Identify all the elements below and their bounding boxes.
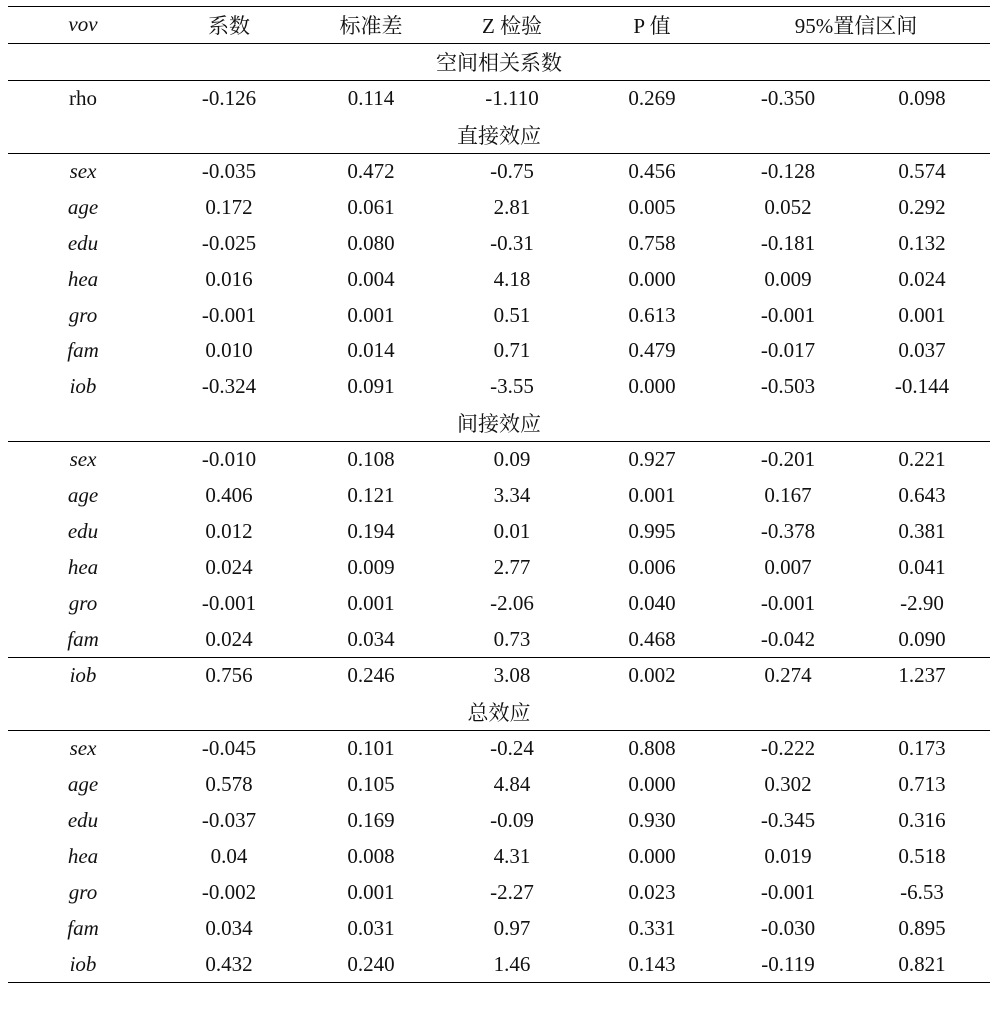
table-row bbox=[8, 478, 990, 514]
cell-lo: 0.007 bbox=[764, 554, 812, 579]
cell-lo: -0.017 bbox=[760, 338, 816, 363]
cell-hi: 1.237 bbox=[854, 658, 990, 694]
cell-hi: 0.574 bbox=[898, 159, 946, 183]
cell-lo: -0.181 bbox=[760, 230, 816, 255]
table-row bbox=[8, 261, 990, 297]
cell-lo: -0.128 bbox=[760, 159, 816, 183]
cell-se: 0.246 bbox=[300, 658, 442, 694]
cell-z: -0.31 bbox=[490, 230, 534, 255]
table-row bbox=[8, 946, 990, 982]
cell-hi: -0.144 bbox=[894, 374, 950, 399]
cell-var: hea bbox=[67, 554, 99, 579]
cell-se: 0.472 bbox=[347, 159, 395, 183]
cell-z: 0.97 bbox=[493, 915, 531, 940]
cell-z: 0.51 bbox=[493, 302, 531, 327]
cell-se: 0.009 bbox=[347, 554, 395, 579]
cell-var: gro bbox=[68, 590, 98, 615]
header-coef: 系数 bbox=[158, 7, 300, 44]
cell-hi: 0.292 bbox=[898, 194, 946, 219]
cell-var: iob bbox=[8, 946, 158, 982]
cell-se: 0.080 bbox=[347, 230, 395, 255]
cell-p: 0.995 bbox=[628, 518, 676, 543]
table-body bbox=[8, 43, 990, 982]
cell-var: fam bbox=[67, 338, 99, 363]
cell-se: 0.114 bbox=[347, 86, 395, 111]
cell-coef: 0.024 bbox=[205, 626, 253, 651]
section-title: 直接效应 bbox=[8, 117, 990, 153]
cell-coef: 0.578 bbox=[205, 772, 253, 797]
cell-hi: 0.381 bbox=[898, 518, 946, 543]
cell-var: sex bbox=[69, 736, 97, 761]
cell-var: age bbox=[67, 483, 99, 508]
cell-coef: -0.025 bbox=[201, 230, 257, 255]
table-row bbox=[8, 153, 990, 189]
cell-coef: 0.172 bbox=[205, 194, 253, 219]
cell-hi: 0.316 bbox=[898, 808, 946, 833]
cell-se: 0.001 bbox=[347, 590, 395, 615]
table-row bbox=[8, 189, 990, 225]
table-row bbox=[8, 441, 990, 477]
cell-coef: 0.04 bbox=[210, 843, 248, 868]
cell-var: iob bbox=[8, 658, 158, 694]
cell-p: 0.331 bbox=[628, 915, 676, 940]
cell-coef: 0.406 bbox=[205, 483, 253, 508]
cell-p: 0.613 bbox=[628, 302, 676, 327]
cell-z: 2.77 bbox=[493, 554, 531, 579]
cell-se: 0.061 bbox=[347, 194, 395, 219]
section-title: 总效应 bbox=[8, 694, 990, 730]
cell-coef: 0.024 bbox=[205, 554, 253, 579]
cell-z: -0.24 bbox=[490, 736, 534, 761]
cell-se: 0.091 bbox=[347, 374, 395, 399]
cell-se: 0.121 bbox=[347, 483, 395, 508]
cell-lo: -0.001 bbox=[760, 590, 816, 615]
section-title: 间接效应 bbox=[8, 405, 990, 441]
table-row bbox=[8, 767, 990, 803]
cell-lo: -0.042 bbox=[760, 626, 816, 651]
cell-var: gro bbox=[68, 879, 98, 904]
cell-z: 3.08 bbox=[442, 658, 582, 694]
cell-p: 0.005 bbox=[628, 194, 676, 219]
cell-z: 0.71 bbox=[493, 338, 531, 363]
cell-var: gro bbox=[68, 302, 98, 327]
cell-lo: -0.001 bbox=[760, 302, 816, 327]
cell-p: 0.468 bbox=[628, 626, 676, 651]
cell-p: 0.000 bbox=[628, 266, 676, 291]
table-row bbox=[8, 80, 990, 116]
cell-hi: 0.821 bbox=[854, 946, 990, 982]
cell-hi: 0.173 bbox=[898, 736, 946, 761]
header-ci: 95%置信区间 bbox=[722, 7, 990, 44]
cell-p: 0.479 bbox=[628, 338, 676, 363]
cell-hi: 0.041 bbox=[898, 554, 946, 579]
cell-z: 0.73 bbox=[493, 626, 531, 651]
cell-p: 0.456 bbox=[628, 159, 676, 183]
cell-z: 0.09 bbox=[493, 447, 531, 472]
cell-z: -0.75 bbox=[490, 159, 534, 183]
cell-se: 0.034 bbox=[347, 626, 395, 651]
cell-se: 0.031 bbox=[347, 915, 395, 940]
header-row bbox=[8, 7, 990, 44]
cell-se: 0.014 bbox=[347, 338, 395, 363]
cell-p: 0.000 bbox=[628, 772, 676, 797]
cell-coef: 0.432 bbox=[158, 946, 300, 982]
cell-coef: 0.034 bbox=[205, 915, 253, 940]
cell-lo: 0.274 bbox=[722, 658, 854, 694]
cell-var: hea bbox=[67, 266, 99, 291]
table-row bbox=[8, 621, 990, 657]
cell-var: age bbox=[67, 772, 99, 797]
table-row bbox=[8, 910, 990, 946]
cell-var: fam bbox=[67, 626, 99, 651]
cell-p: 0.002 bbox=[582, 658, 722, 694]
cell-hi: -2.90 bbox=[900, 590, 944, 615]
cell-lo: -0.222 bbox=[760, 736, 816, 761]
cell-se: 0.169 bbox=[347, 808, 395, 833]
cell-z: 1.46 bbox=[442, 946, 582, 982]
cell-se: 0.108 bbox=[347, 447, 395, 472]
cell-coef: -0.002 bbox=[201, 879, 257, 904]
table-row bbox=[8, 549, 990, 585]
cell-lo: -0.350 bbox=[760, 86, 816, 111]
cell-se: 0.008 bbox=[347, 843, 395, 868]
cell-lo: -0.001 bbox=[760, 879, 816, 904]
cell-hi: 0.001 bbox=[898, 302, 946, 327]
table-row bbox=[8, 369, 990, 405]
cell-z: -1.110 bbox=[485, 86, 539, 111]
cell-hi: 0.132 bbox=[898, 230, 946, 255]
cell-z: 4.84 bbox=[493, 772, 531, 797]
cell-z: -2.27 bbox=[490, 879, 534, 904]
cell-lo: 0.302 bbox=[764, 772, 812, 797]
cell-var: fam bbox=[67, 915, 99, 940]
section-title-row bbox=[8, 694, 990, 730]
cell-lo: 0.019 bbox=[764, 843, 812, 868]
cell-p: 0.269 bbox=[628, 86, 676, 111]
cell-var: sex bbox=[69, 159, 97, 183]
cell-se: 0.001 bbox=[347, 879, 395, 904]
results-table bbox=[8, 6, 990, 983]
cell-var: edu bbox=[67, 518, 99, 543]
cell-lo: 0.009 bbox=[764, 266, 812, 291]
cell-hi: 0.643 bbox=[898, 483, 946, 508]
section-title-row bbox=[8, 405, 990, 441]
cell-hi: 0.098 bbox=[898, 86, 946, 111]
table-row bbox=[8, 513, 990, 549]
cell-coef: -0.035 bbox=[201, 159, 257, 183]
cell-hi: 0.895 bbox=[898, 915, 946, 940]
table-row bbox=[8, 585, 990, 621]
cell-var: rho bbox=[69, 86, 97, 111]
cell-hi: 0.037 bbox=[898, 338, 946, 363]
cell-var: iob bbox=[69, 374, 97, 399]
table-row bbox=[8, 333, 990, 369]
cell-z: 0.01 bbox=[493, 518, 531, 543]
cell-se: 0.101 bbox=[347, 736, 395, 761]
cell-z: -0.09 bbox=[490, 808, 534, 833]
cell-var: sex bbox=[69, 447, 97, 472]
cell-lo: -0.119 bbox=[722, 946, 854, 982]
cell-z: 3.34 bbox=[493, 483, 531, 508]
header-se: 标准差 bbox=[300, 7, 442, 44]
cell-var: edu bbox=[67, 808, 99, 833]
cell-coef: -0.001 bbox=[201, 302, 257, 327]
cell-lo: 0.052 bbox=[764, 194, 812, 219]
cell-lo: -0.345 bbox=[760, 808, 816, 833]
section-title-row bbox=[8, 43, 990, 80]
cell-coef: 0.010 bbox=[205, 338, 253, 363]
cell-coef: 0.756 bbox=[158, 658, 300, 694]
cell-coef: -0.126 bbox=[201, 86, 257, 111]
cell-lo: -0.378 bbox=[760, 518, 816, 543]
table-row bbox=[8, 658, 990, 694]
table-row bbox=[8, 803, 990, 839]
cell-hi: 0.221 bbox=[898, 447, 946, 472]
cell-p: 0.001 bbox=[628, 483, 676, 508]
cell-hi: 0.024 bbox=[898, 266, 946, 291]
header-var: vov bbox=[8, 7, 158, 44]
cell-coef: 0.016 bbox=[205, 266, 253, 291]
table-row bbox=[8, 874, 990, 910]
cell-p: 0.143 bbox=[582, 946, 722, 982]
cell-coef: -0.010 bbox=[201, 447, 257, 472]
table-row bbox=[8, 297, 990, 333]
cell-hi: -6.53 bbox=[900, 879, 944, 904]
cell-p: 0.808 bbox=[628, 736, 676, 761]
header-p: P 值 bbox=[582, 7, 722, 44]
cell-var: age bbox=[67, 194, 99, 219]
cell-var: hea bbox=[67, 843, 99, 868]
cell-lo: -0.030 bbox=[760, 915, 816, 940]
cell-hi: 0.713 bbox=[898, 772, 946, 797]
cell-se: 0.194 bbox=[347, 518, 395, 543]
cell-se: 0.105 bbox=[347, 772, 395, 797]
cell-se: 0.004 bbox=[347, 266, 395, 291]
cell-p: 0.000 bbox=[628, 374, 676, 399]
table-row bbox=[8, 838, 990, 874]
cell-coef: -0.001 bbox=[201, 590, 257, 615]
cell-lo: -0.201 bbox=[760, 447, 816, 472]
cell-z: 2.81 bbox=[493, 194, 531, 219]
cell-z: -3.55 bbox=[490, 374, 534, 399]
cell-hi: 0.518 bbox=[898, 843, 946, 868]
table-row bbox=[8, 730, 990, 766]
table-header bbox=[8, 7, 990, 44]
table-row bbox=[8, 225, 990, 261]
cell-var: edu bbox=[67, 230, 99, 255]
header-z: Z 检验 bbox=[442, 7, 582, 44]
cell-lo: -0.503 bbox=[760, 374, 816, 399]
cell-hi: 0.090 bbox=[898, 626, 946, 651]
cell-z: -2.06 bbox=[490, 590, 534, 615]
cell-coef: -0.037 bbox=[201, 808, 257, 833]
cell-z: 4.31 bbox=[493, 843, 531, 868]
cell-p: 0.000 bbox=[628, 843, 676, 868]
section-title: 空间相关系数 bbox=[8, 43, 990, 80]
cell-p: 0.758 bbox=[628, 230, 676, 255]
cell-z: 4.18 bbox=[493, 266, 531, 291]
section-title-row bbox=[8, 117, 990, 153]
cell-lo: 0.167 bbox=[764, 483, 812, 508]
cell-se: 0.240 bbox=[300, 946, 442, 982]
cell-coef: -0.045 bbox=[201, 736, 257, 761]
cell-se: 0.001 bbox=[347, 302, 395, 327]
cell-p: 0.040 bbox=[628, 590, 676, 615]
cell-p: 0.927 bbox=[628, 447, 676, 472]
cell-coef: -0.324 bbox=[201, 374, 257, 399]
cell-p: 0.930 bbox=[628, 808, 676, 833]
cell-p: 0.023 bbox=[628, 879, 676, 904]
cell-coef: 0.012 bbox=[205, 518, 253, 543]
cell-p: 0.006 bbox=[628, 554, 676, 579]
